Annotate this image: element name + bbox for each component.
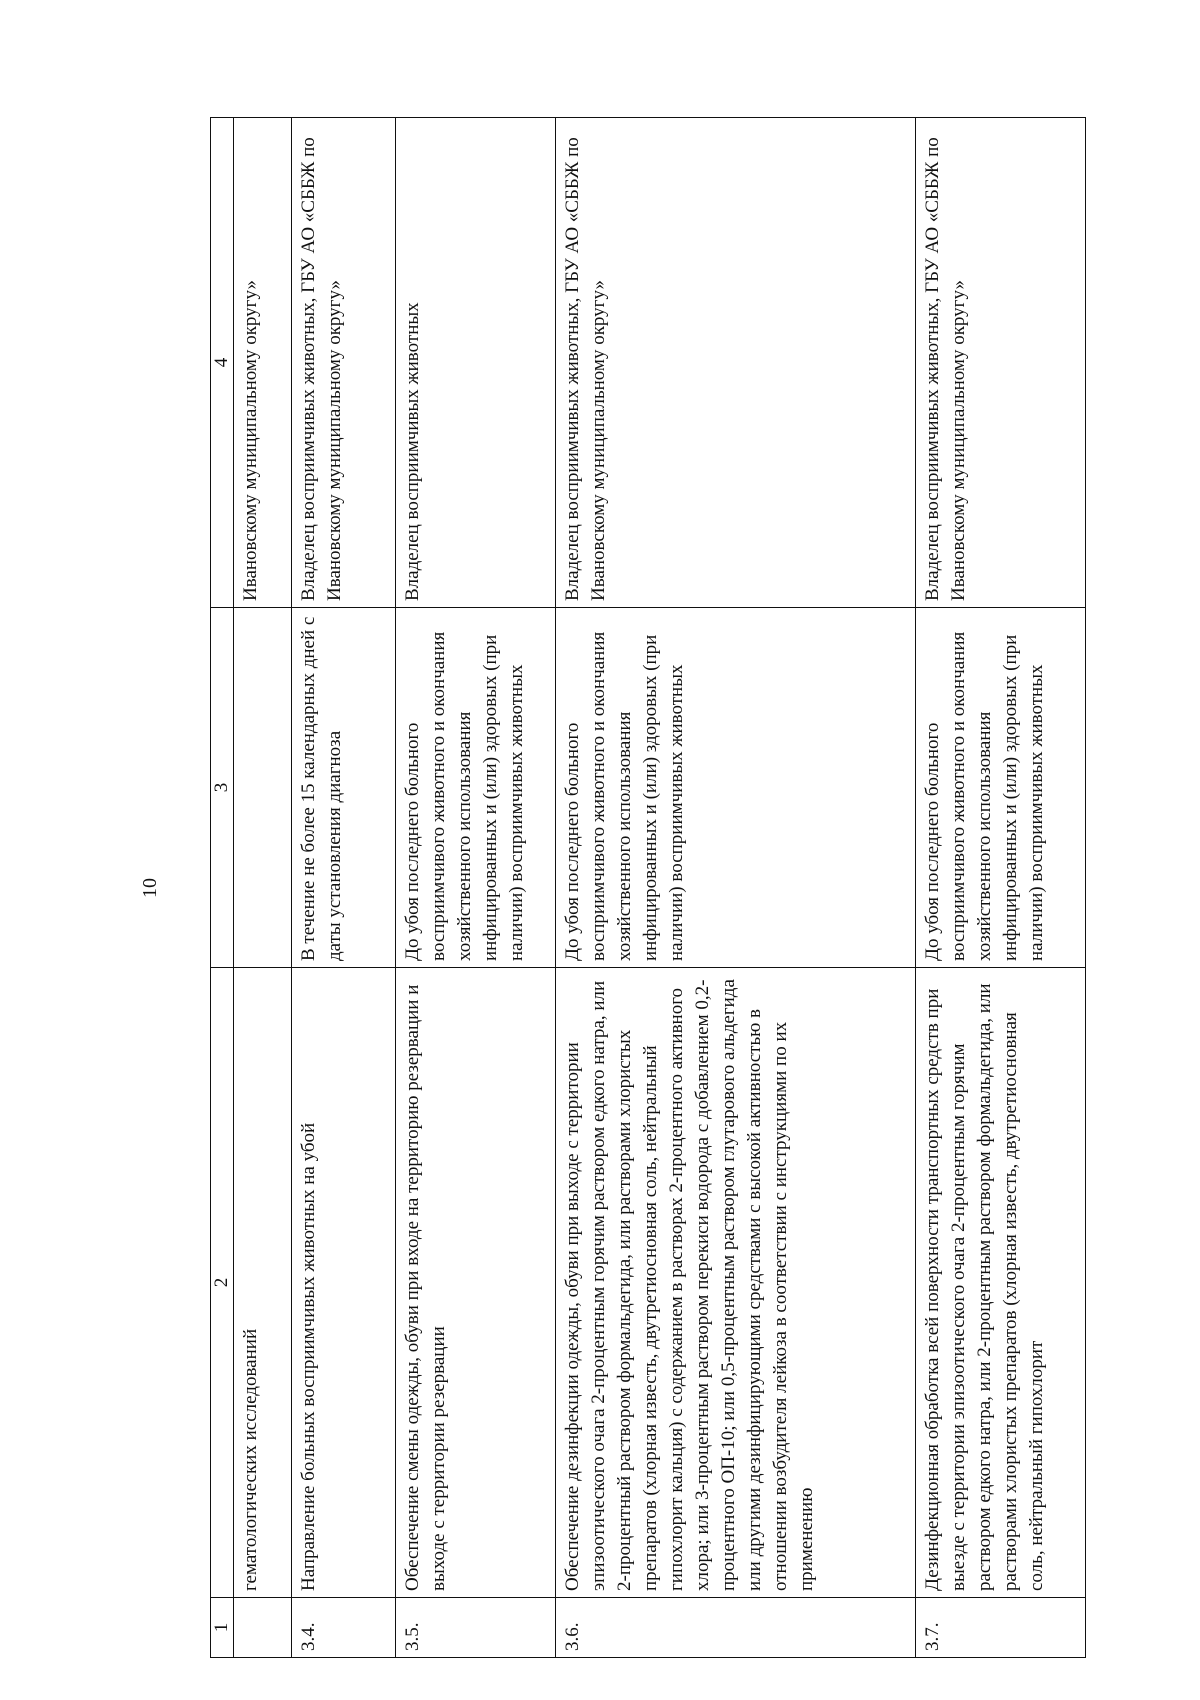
page-number: 10 xyxy=(139,878,161,898)
row-number xyxy=(234,1598,292,1658)
row-term: До убоя последнего больного восприимчивого животного и окончания хозяйственного использования инфицированных и (или) здоровых (при наличии) восприимчивых животных xyxy=(556,608,916,968)
table-row xyxy=(916,118,1086,1658)
table-header-row xyxy=(211,118,234,1658)
row-responsible: Ивановскому муниципальному округу» xyxy=(234,118,292,608)
row-responsible: Владелец восприимчивых животных, ГБУ АО «СББЖ по Ивановскому муниципальному округу» xyxy=(292,118,396,608)
column-header-1: 1 xyxy=(211,1598,234,1658)
row-measure: гематологических исследований xyxy=(234,968,292,1598)
measures-table xyxy=(210,117,1086,1658)
row-responsible: Владелец восприимчивых животных, ГБУ АО «СББЖ по Ивановскому муниципальному округу» xyxy=(556,118,916,608)
table-row xyxy=(396,118,556,1658)
row-measure: Обеспечение дезинфекции одежды, обуви при выходе с территории эпизоотического очага 2-процентным горячим раствором едкого натра, или 2-процентный раствором формальдегида, или растворами хлористых препаратов (хлорная известь, двутретиосновная соль, нейтральный гипохлорит кальция) с содержанием в растворах 2-процентного активного хлора; или 3-процентным раствором перекиси водорода с добавлением 0,2-процентного ОП-10; или 0,5-процентным раствором глутарового альдегида или другими дезинфицирующими средствами с высокой активностью в отношении возбудителя лейкоза в соответствии с инструкциями по их применению xyxy=(556,968,916,1598)
row-term: В течение не более 15 календарных дней с даты установления диагноза xyxy=(292,608,396,968)
column-header-2: 2 xyxy=(211,968,234,1598)
row-responsible: Владелец восприимчивых животных, ГБУ АО «СББЖ по Ивановскому муниципальному округу» xyxy=(916,118,1086,608)
table-row xyxy=(234,118,292,1658)
row-responsible: Владелец восприимчивых животных xyxy=(396,118,556,608)
row-term: До убоя последнего больного восприимчивого животного и окончания хозяйственного использования инфицированных и (или) здоровых (при наличии) восприимчивых животных xyxy=(916,608,1086,968)
rotated-page xyxy=(140,118,1086,1658)
row-measure: Дезинфекционная обработка всей поверхности транспортных средств при выезде с территории эпизоотического очага 2-процентным горячим раствором едкого натра, или 2-процентным раствором формальдегида, или растворами хлористых препаратов (хлорная известь, двутретиосновная соль, нейтральный гипохлорит xyxy=(916,968,1086,1598)
row-term: До убоя последнего больного восприимчивого животного и окончания хозяйственного использования инфицированных и (или) здоровых (при наличии) восприимчивых животных xyxy=(396,608,556,968)
column-header-3: 3 xyxy=(211,608,234,968)
row-number: 3.4. xyxy=(292,1598,396,1658)
table-row xyxy=(292,118,396,1658)
row-number: 3.5. xyxy=(396,1598,556,1658)
row-number: 3.6. xyxy=(556,1598,916,1658)
row-number: 3.7. xyxy=(916,1598,1086,1658)
column-header-4: 4 xyxy=(211,118,234,608)
row-measure: Обеспечение смены одежды, обуви при входе на территорию резервации и выходе с территории резервации xyxy=(396,968,556,1598)
table-row xyxy=(556,118,916,1658)
row-term xyxy=(234,608,292,968)
row-measure: Направление больных восприимчивых животных на убой xyxy=(292,968,396,1598)
